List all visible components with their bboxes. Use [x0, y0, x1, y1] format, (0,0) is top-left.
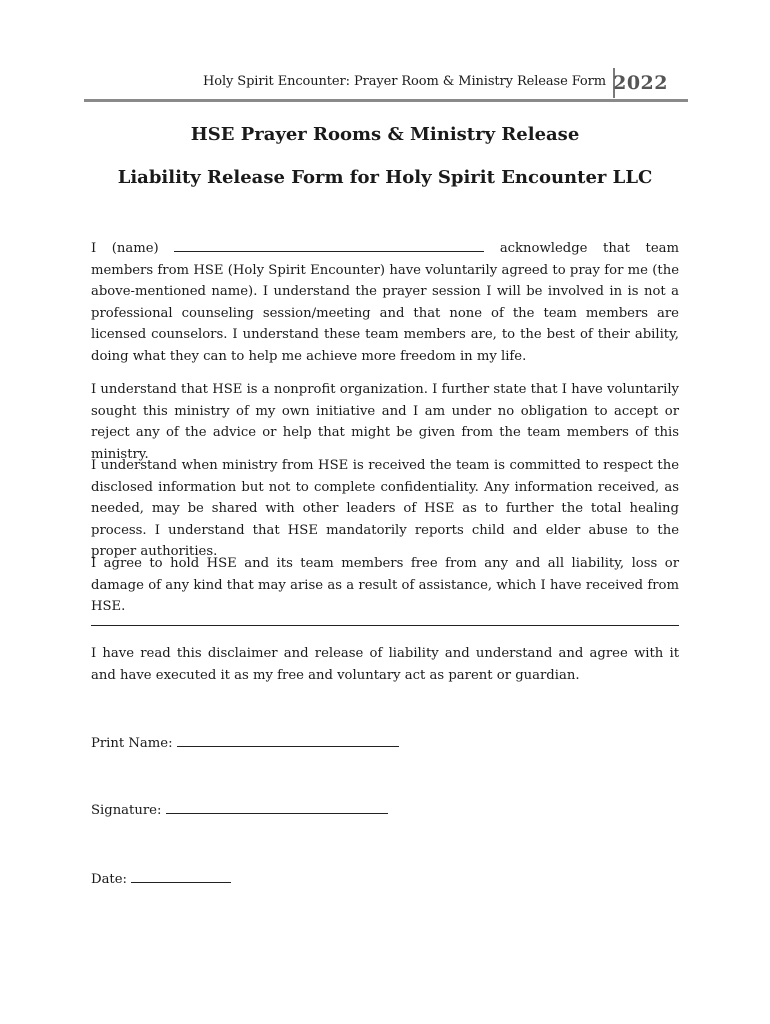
paragraph-liability: I agree to hold HSE and its team members free from any and all liability, loss or damage of any kind that may arise as a result of assistance, which I have received from HSE. — [91, 556, 679, 614]
print-name-field — [91, 733, 399, 751]
date-input-line[interactable] — [131, 869, 231, 883]
signature-label: Signature: — [91, 803, 162, 818]
signature-field — [91, 800, 388, 818]
paragraph-nonprofit: I understand that HSE is a nonprofit organization. I further state that I have voluntarily sought this ministry of my own initiative and I am under no obligation to accept or reject any of the advice or help that might be given from the team members of this ministry. — [91, 382, 679, 462]
header-rule — [84, 99, 688, 102]
name-label: I (name) — [91, 241, 159, 256]
signature-input-line[interactable] — [166, 800, 388, 814]
acknowledgement-text: acknowledge that team members from HSE (Holy Spirit Encounter) have voluntarily agreed to pray for me (the above-mentioned name). I understand the prayer session I will be involved in is not a professional counseling session/meeting and that none of the team members are licensed counselors. I understand these team members are, to the best of their ability, doing what they can to help me achieve more freedom in my life. — [91, 241, 679, 364]
header-year: 2022 — [613, 72, 668, 94]
document-subtitle: Liability Release Form for Holy Spirit Encounter LLC — [117, 167, 653, 188]
date-field — [91, 869, 231, 887]
section-divider — [91, 625, 679, 626]
document-title: HSE Prayer Rooms & Ministry Release — [190, 124, 580, 145]
paragraph-confidentiality: I understand when ministry from HSE is received the team is committed to respect the disclosed information but not to complete confidentiality. Any information received, as needed, may be shared with other leaders of HSE as to further the total healing process. I understand that HSE mandatorily reports child and elder abuse to the proper authorities. — [91, 458, 679, 559]
paragraph-acknowledgement — [91, 238, 679, 367]
page-header — [84, 64, 688, 102]
name-input-line[interactable] — [174, 238, 484, 252]
print-name-input-line[interactable] — [177, 733, 399, 747]
date-label: Date: — [91, 872, 127, 887]
print-name-label: Print Name: — [91, 736, 173, 751]
header-title: Holy Spirit Encounter: Prayer Room & Ministry Release Form — [202, 74, 606, 89]
paragraph-disclaimer: I have read this disclaimer and release of liability and understand and agree with it and have executed it as my free and voluntary act as parent or guardian. — [91, 646, 679, 683]
